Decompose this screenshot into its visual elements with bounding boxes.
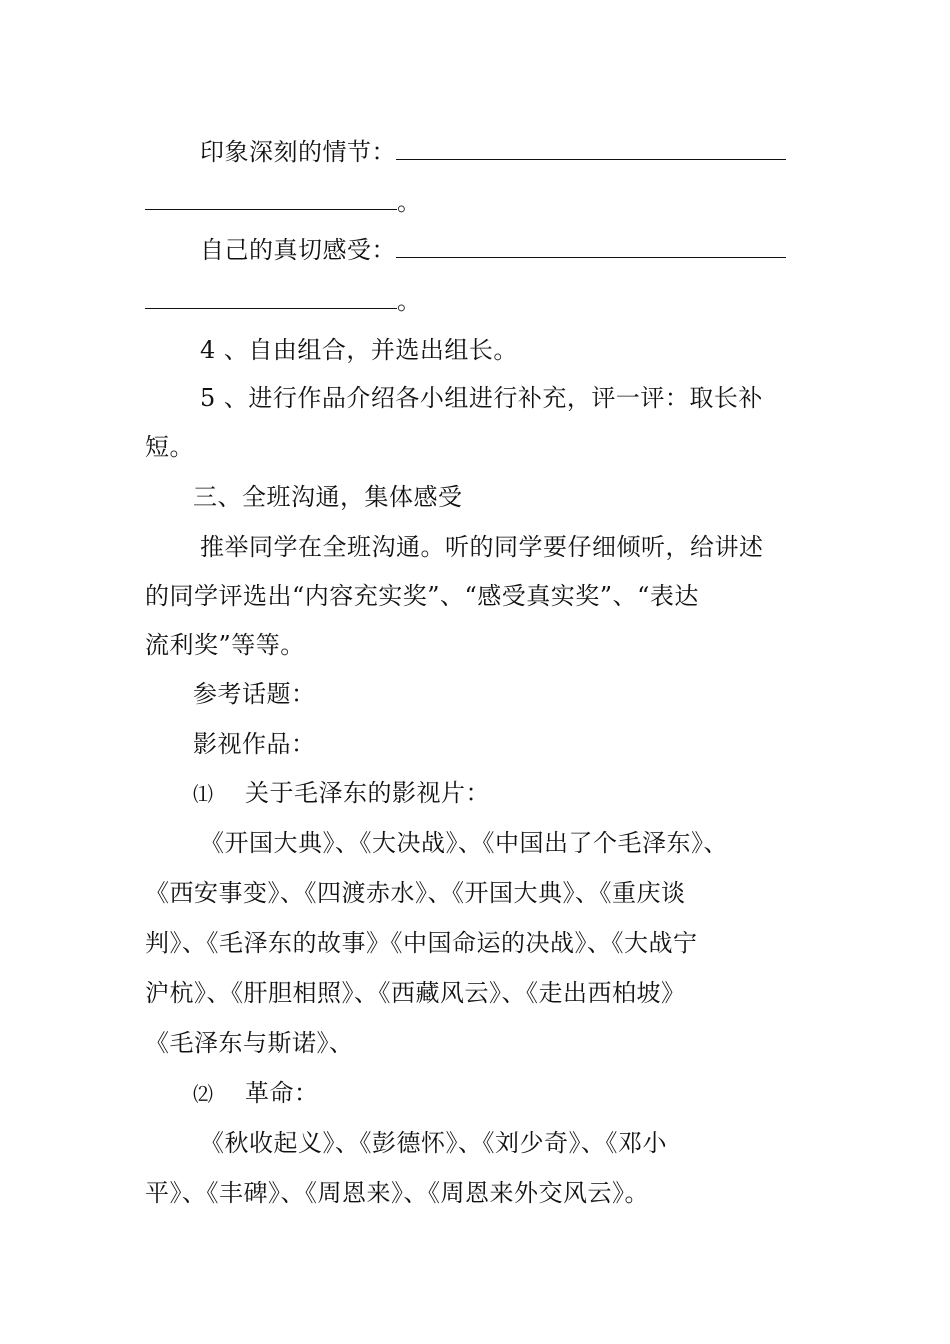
label-real-feeling: 自己的真切感受：	[200, 236, 396, 264]
list-item-label: 关于毛泽东的影视片：	[245, 779, 490, 807]
list-number: ⑴	[193, 782, 214, 806]
period: 。	[397, 287, 422, 315]
film-list-line: 《毛泽东与斯诺》、	[145, 1029, 354, 1057]
list-number: ⑵	[193, 1082, 214, 1106]
period: 。	[397, 188, 422, 216]
fill-blank[interactable]	[396, 135, 786, 160]
line-impressive-plot-cont	[145, 185, 815, 219]
reference-topics-label: 参考话题：	[193, 680, 316, 708]
paragraph-line: 的同学评选出“内容充实奖”、“感受真实奖”、“表达	[145, 582, 699, 610]
list-item-2	[193, 1076, 815, 1110]
paragraph-line: 推举同学在全班沟通。听的同学要仔细倾听，给讲述	[200, 533, 764, 561]
step-5-cont: 短。	[145, 433, 194, 461]
film-works-label: 影视作品：	[193, 730, 316, 758]
film-list-line: 平》、《丰碑》、《周恩来》、《周恩来外交风云》。	[145, 1179, 649, 1207]
label-impressive-plot: 印象深刻的情节：	[200, 138, 396, 166]
fill-blank[interactable]	[396, 233, 786, 258]
film-list-line: 《开国大典》、《大决战》、《中国出了个毛泽东》、	[200, 829, 728, 857]
line-real-feeling	[200, 233, 815, 267]
section-heading-3: 三、全班沟通，集体感受	[193, 483, 463, 511]
film-list-line: 沪杭》、《肝胆相照》、《西藏风云》、《走出西柏坡》	[145, 979, 686, 1007]
list-item-1	[193, 776, 815, 810]
film-list-line: 《西安事变》、《四渡赤水》、《开国大典》、《重庆谈	[145, 879, 686, 907]
step-4: 4 、自由组合，并选出组长。	[200, 336, 518, 364]
fill-blank[interactable]	[145, 185, 397, 210]
list-item-label: 革命：	[245, 1079, 319, 1107]
paragraph-line: 流利奖”等等。	[145, 631, 305, 659]
step-5: 5 、进行作品介绍各小组进行补充，评一评：取长补	[200, 384, 763, 412]
line-real-feeling-cont	[145, 284, 815, 318]
film-list-line: 判》、《毛泽东的故事》《中国命运的决战》、《大战宁	[145, 929, 698, 957]
film-list-line: 《秋收起义》、《彭德怀》、《刘少奇》、《邓小	[200, 1129, 667, 1157]
fill-blank[interactable]	[145, 284, 397, 309]
line-impressive-plot	[200, 135, 815, 169]
